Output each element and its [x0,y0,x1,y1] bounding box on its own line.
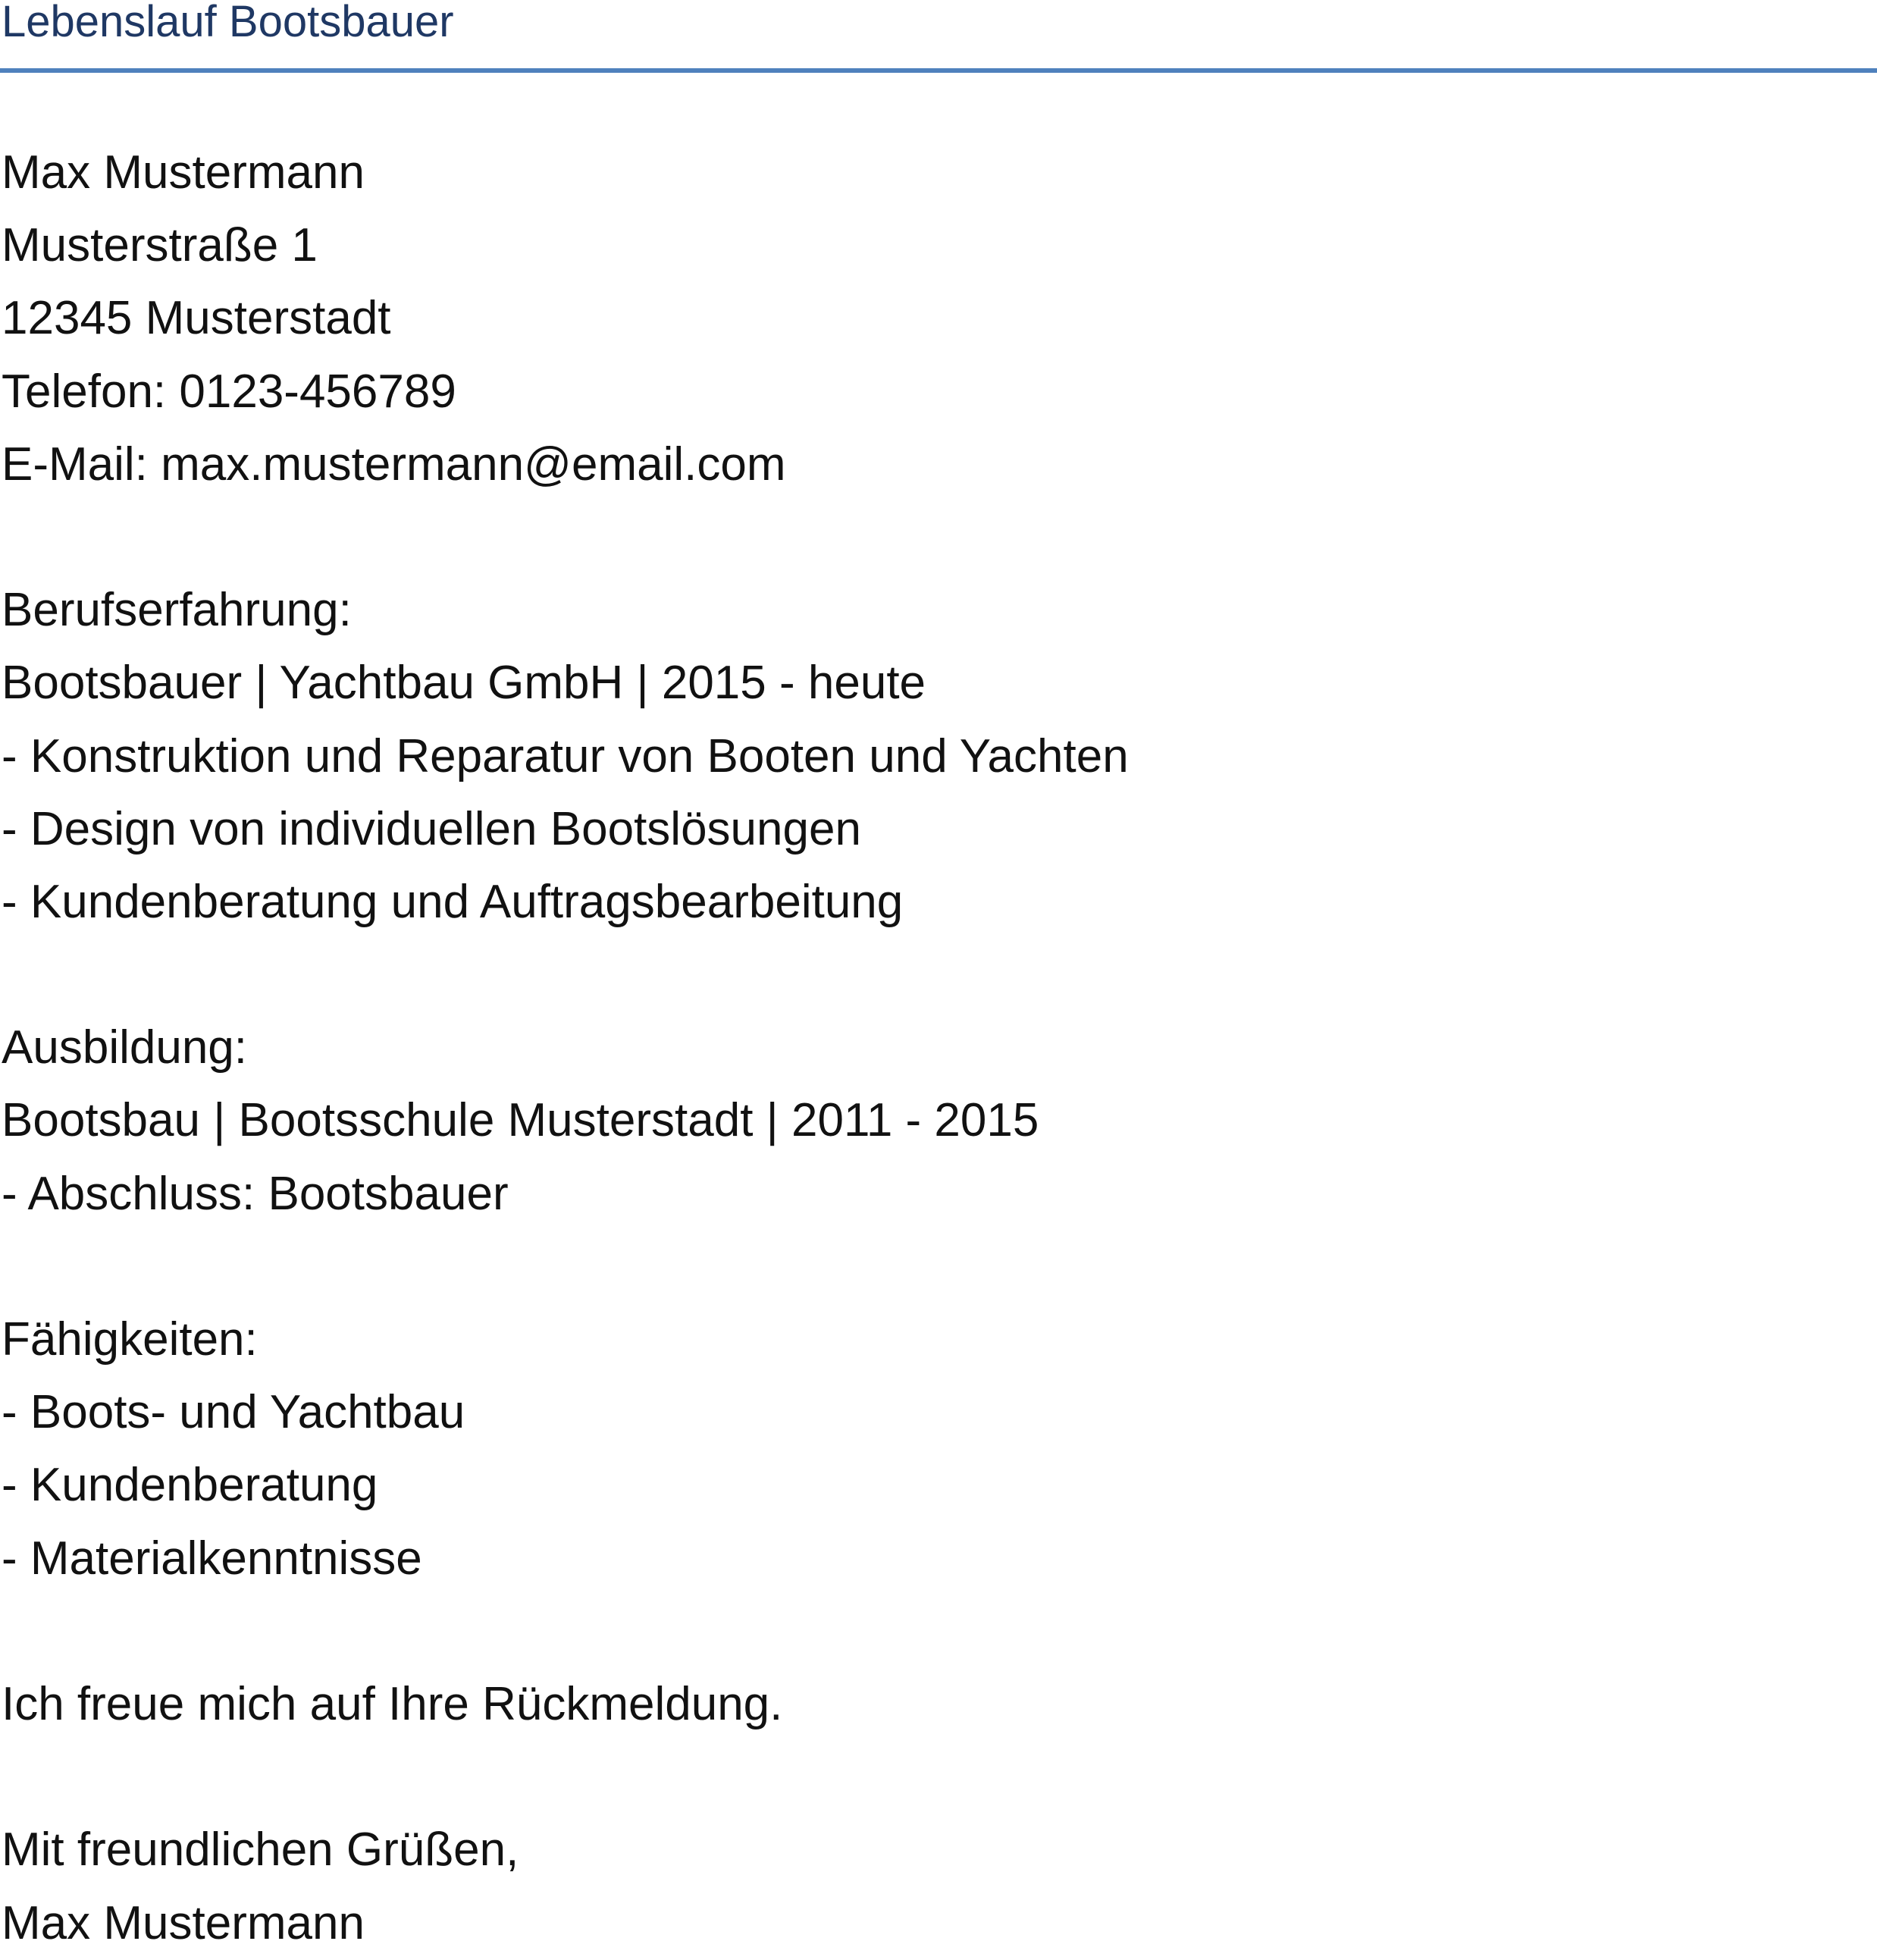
skills-bullet: - Kundenberatung [2,1459,378,1512]
contact-name: Max Mustermann [2,146,365,199]
contact-email: E-Mail: max.mustermann@email.com [2,437,786,491]
title-underline-rule [0,68,1877,73]
document-title: Lebenslauf Bootsbauer [2,0,454,46]
education-bullet: - Abschluss: Bootsbauer [2,1167,509,1220]
contact-phone: Telefon: 0123-456789 [2,365,456,418]
document-body [2,136,1866,1960]
skills-heading: Fähigkeiten: [2,1313,258,1366]
blank-line [2,1595,1866,1668]
contact-city: 12345 Musterstadt [2,292,391,345]
experience-heading: Berufserfahrung: [2,584,352,637]
education-section [2,1011,1866,1231]
experience-section [2,574,1866,939]
skills-section [2,1303,1866,1595]
education-entry: Bootsbau | Bootsschule Musterstadt | 2011 - 2015 [2,1094,1039,1147]
blank-line [2,1231,1866,1303]
contact-street: Musterstraße 1 [2,219,318,272]
contact-block [2,136,1866,501]
closing-signature: Max Mustermann [2,1896,365,1949]
experience-entry: Bootsbauer | Yachtbau GmbH | 2015 - heute [2,657,926,710]
skills-bullet: - Materialkenntnisse [2,1532,422,1585]
closing-section [2,1668,1866,1960]
blank-line [2,501,1866,574]
experience-bullet: - Konstruktion und Reparatur von Booten und Yachten [2,729,1129,782]
closing-greeting: Mit freundlichen Grüßen, [2,1824,519,1877]
experience-bullet: - Kundenberatung und Auftragsbearbeitung [2,875,904,928]
closing-sentence: Ich freue mich auf Ihre Rückmeldung. [2,1677,783,1730]
blank-line [2,1741,1866,1814]
education-heading: Ausbildung: [2,1021,248,1074]
blank-line [2,939,1866,1011]
skills-bullet: - Boots- und Yachtbau [2,1386,465,1439]
experience-bullet: - Design von individuellen Bootslösungen [2,802,861,855]
